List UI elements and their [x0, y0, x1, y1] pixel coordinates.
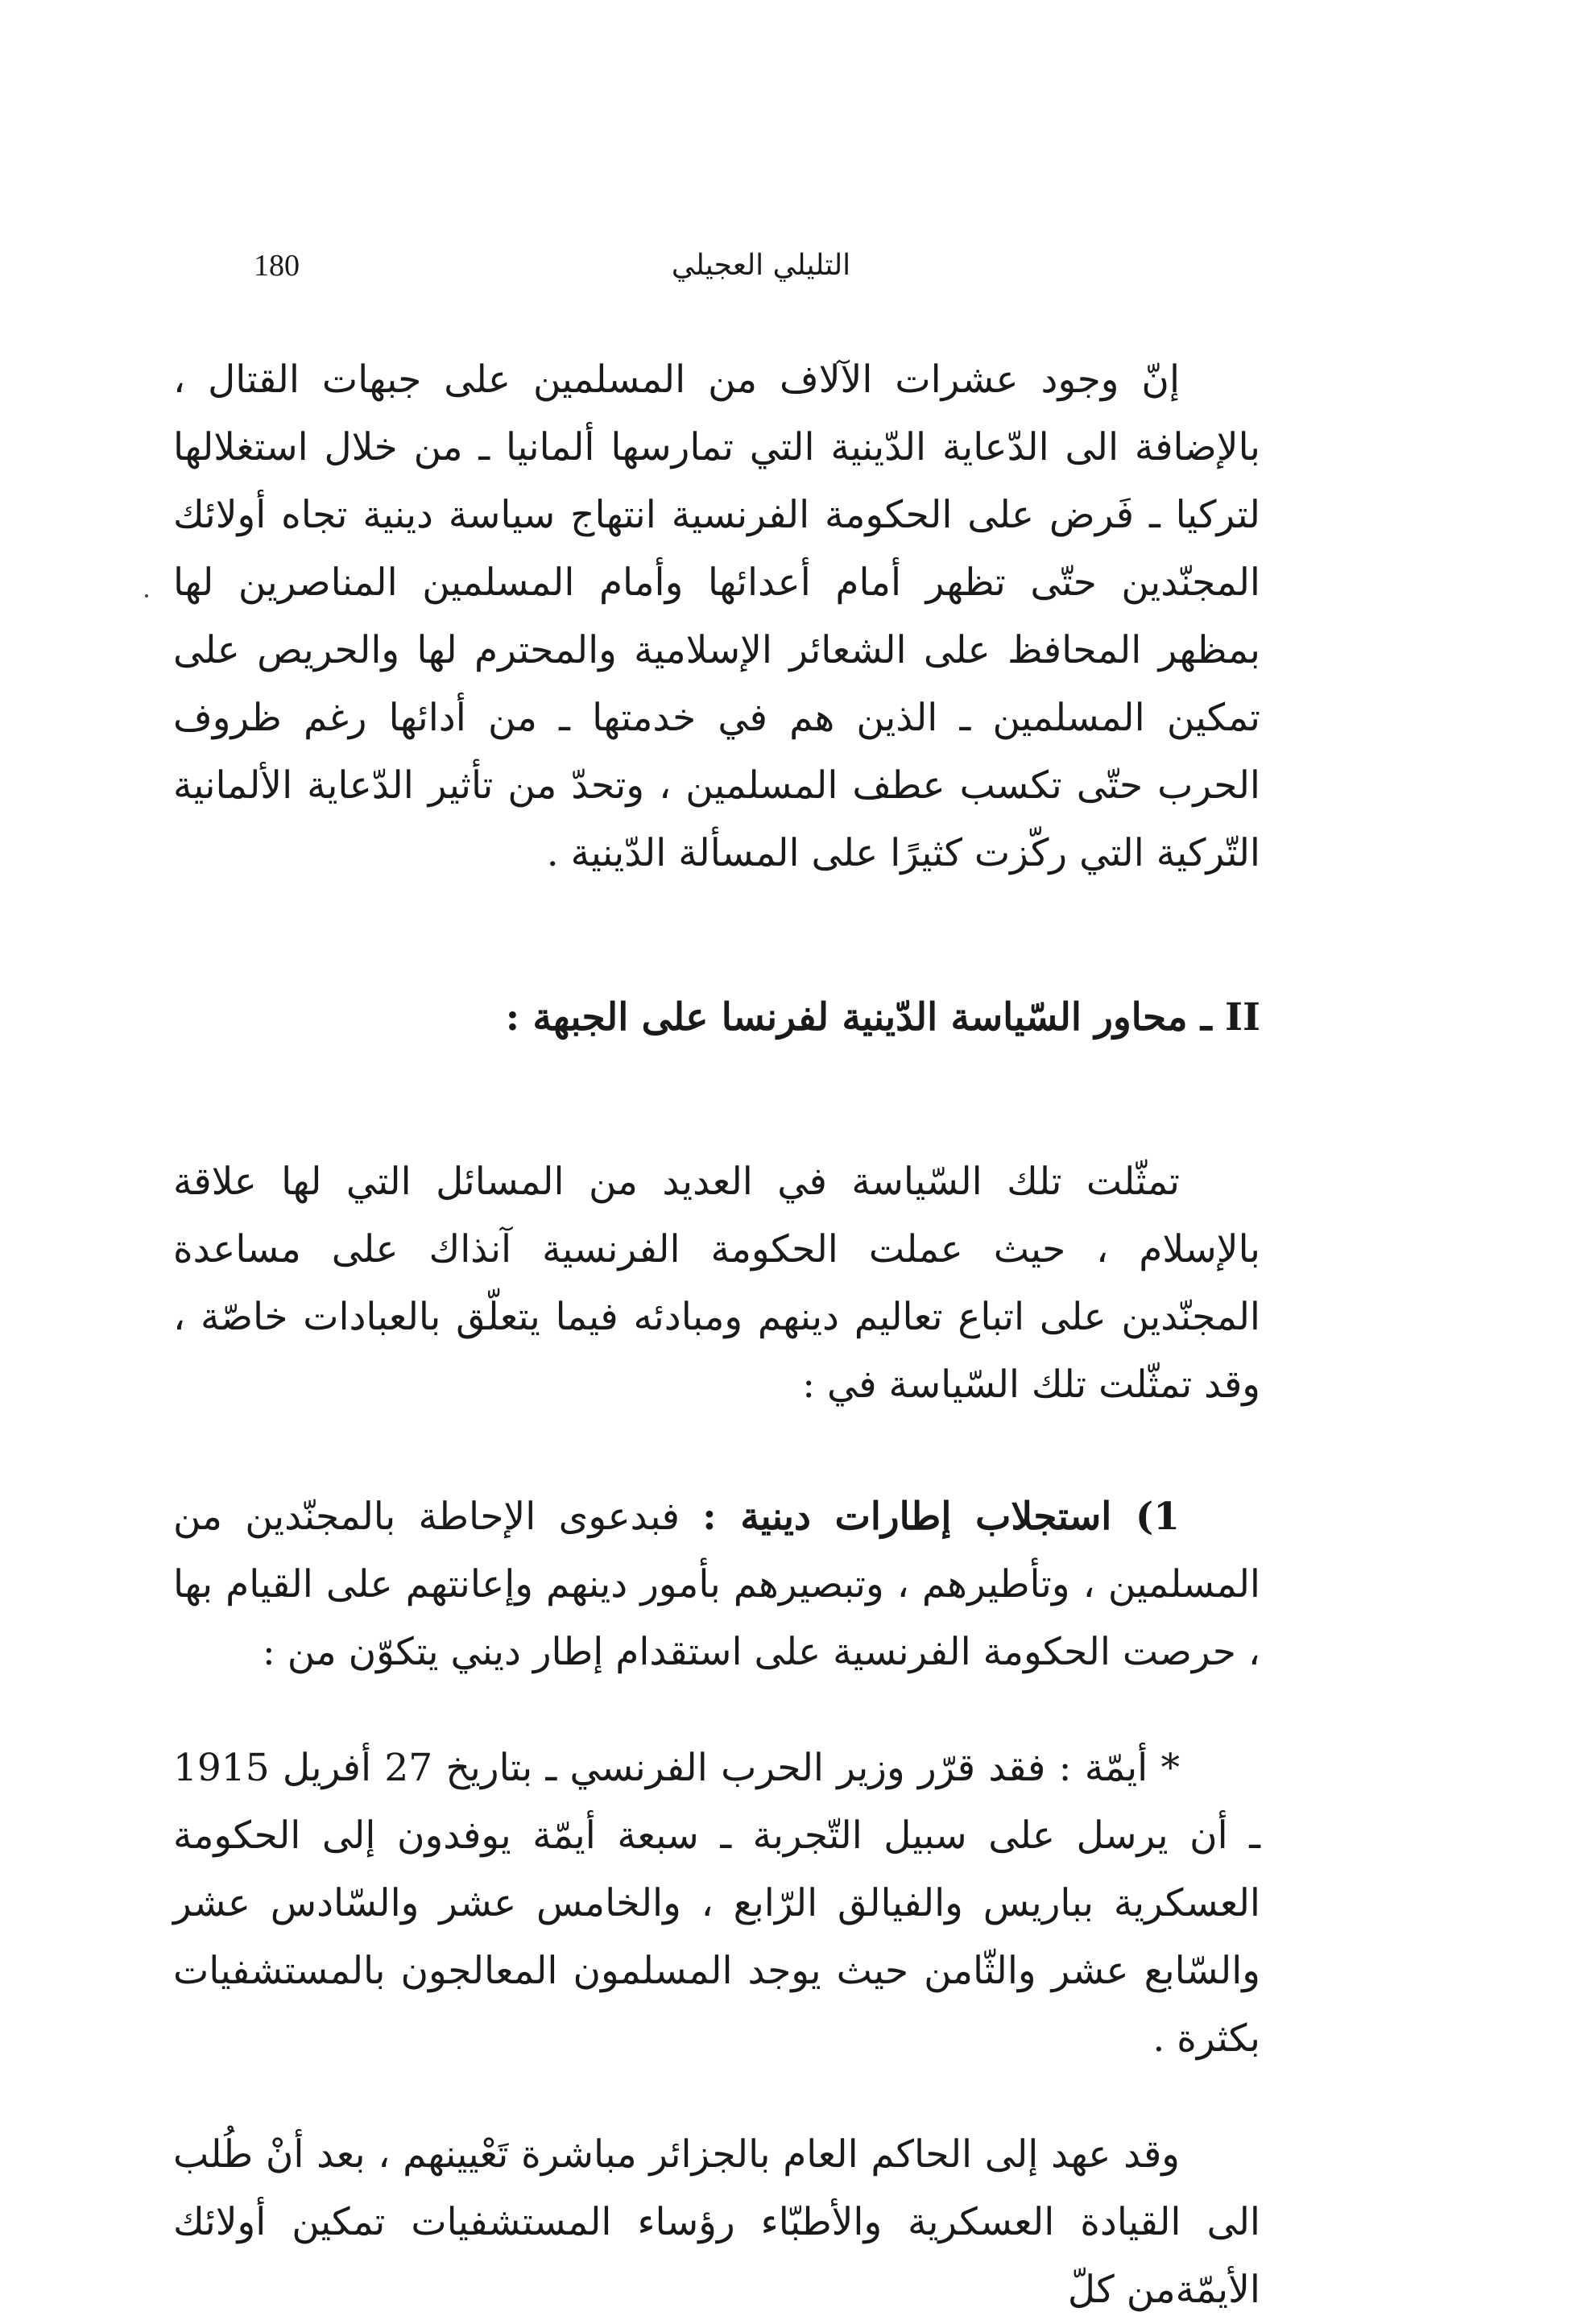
paragraph-religious-staff: [173, 1483, 1260, 1686]
scan-speck: [145, 594, 148, 598]
spacer: [173, 887, 1260, 984]
spacer: [173, 2073, 1260, 2121]
paragraph-governor: وقد عهد إلى الحاكم العام بالجزائر مباشرة تَعْيينهم ، بعد أنْ طُلب الى القيادة العسكرية والأطبّاء رؤساء المستشفيات تمكين أولائك الأيمّةمن كلّ: [173, 2132, 1260, 2312]
spacer: [173, 1419, 1260, 1483]
paragraph-policy: تمثّلت تلك السّياسة في العديد من المسائل التي لها علاقة بالإسلام ، حيث عملت الحكومة الفرنسية آنذاك على مساعدة المجنّدين على اتباع تعاليم دينهم ومبادئه فيما يتعلّق بالعبادات خاصّة ، وقد تمثّلت تلك السّياسة في :: [173, 1160, 1260, 1407]
page-body: [173, 346, 1260, 2324]
paragraph-religious-staff-text: فبدعوى الإحاطة بالمجنّدين من المسلمين ، وتأطيرهم ، وتبصيرهم بأمور دينهم وإعانتهم على القيام بها ، حرصت الحكومة الفرنسية على استقدام إطار ديني يتكوّن من :: [173, 1495, 1260, 1674]
running-head: [173, 242, 1260, 290]
paragraph-imams: * أيمّة : فقد قرّر وزير الحرب الفرنسي ـ بتاريخ 27 أفريل 1915 ـ أن يرسل على سبيل التّجربة ـ سبعة أيمّة يوفدون إلى الحكومة العسكرية بباريس والفيالق الرّابع ، والخامس عشر والسّادس عشر والسّابع عشر والثّامن حيث يوجد المسلمون المعالجون بالمستشفيات بكثرة .: [173, 1746, 1260, 2061]
numbered-lead: 1) استجلاب إطارات دينية :: [702, 1495, 1180, 1539]
section-heading: II ـ محاور السّياسة الدّينية لفرنسا على الجبهة :: [505, 995, 1260, 1040]
running-title: التليلي العجيلي: [671, 249, 851, 282]
spacer: [173, 1052, 1260, 1148]
paragraph-intro: إنّ وجود عشرات الآلاف من المسلمين على جبهات القتال ، بالإضافة الى الدّعاية الدّينية التي تمارسها ألمانيا ـ من خلال استغلالها لتركيا ـ فَرض على الحكومة الفرنسية انتهاج سياسة دينية تجاه أولائك المجنّدين حتّى تظهر أمام أعدائها وأمام المسلمين المناصرين لها بمظهر المحافظ على الشعائر الإسلامية والمحترم لها والحريص على تمكين المسلمين ـ الذين هم في خدمتها ـ من أدائها رغم ظروف الحرب حتّى تكسب عطف المسلمين ، وتحدّ من تأثير الدّعاية الألمانية التّركية التي ركّزت كثيرًا على المسألة الدّينية .: [173, 358, 1260, 875]
spacer: [173, 1686, 1260, 1735]
page-number: 180: [254, 249, 300, 283]
